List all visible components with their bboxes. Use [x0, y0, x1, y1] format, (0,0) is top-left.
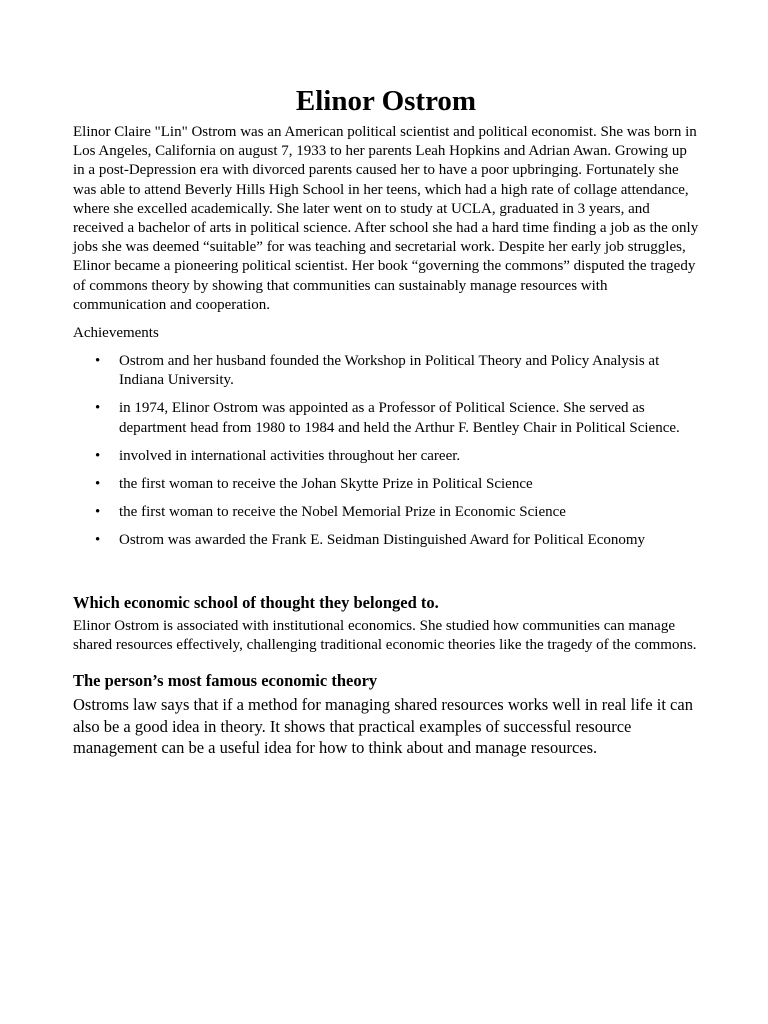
bullet-icon: •	[95, 447, 101, 464]
list-item-text: Ostrom and her husband founded the Workshop in Political Theory and Policy Analysis at Indiana University.	[119, 353, 660, 389]
school-paragraph: Elinor Ostrom is associated with institutional economics. She studied how communities can manage shared resources effectively, challenging traditional economic theories like the tragedy of the commons.	[73, 617, 697, 654]
intro-paragraph: Elinor Claire "Lin" Ostrom was an American political scientist and political economist. She was born in Los Angeles, California on august 7, 1933 to her parents Leah Hopkins and Adrian Awan. Growing up in a post-Depression era with divorced parents caused her to have a poor upbringing. Fortunately she was able to attend Beverly Hills High School in her teens, which had a high rate of collage attendance, where she excelled academically. She later went on to study at UCLA, graduated in 3 years, and received a bachelor of arts in political science. After school she had a hard time finding a job as the only jobs she was deemed “suitable” for was teaching and secretarial work. Despite her early job struggles, Elinor became a pioneering political scientist. Her book “governing the commons” disputed the tragedy of commons theory by showing that communities can sustainably manage resources with communication and cooperation.	[73, 124, 699, 313]
list-item-text: the first woman to receive the Nobel Memorial Prize in Economic Science	[119, 503, 566, 520]
bullet-icon: •	[95, 503, 101, 520]
list-item	[73, 447, 699, 466]
document-title: Elinor Ostrom	[295, 85, 477, 117]
achievements-label: Achievements	[73, 325, 159, 342]
list-item	[73, 503, 699, 522]
bullet-icon: •	[95, 400, 101, 417]
list-item-text: the first woman to receive the Johan Skytte Prize in Political Science	[119, 475, 533, 492]
list-item	[73, 399, 699, 437]
theory-heading: The person’s most famous economic theory	[73, 671, 378, 691]
document-page	[73, 84, 699, 759]
school-heading: Which economic school of thought they belonged to.	[73, 592, 439, 612]
bullet-icon: •	[95, 475, 101, 492]
list-item	[73, 531, 699, 550]
theory-paragraph: Ostroms law says that if a method for managing shared resources works well in real life it can also be a good idea in theory. It shows that practical examples of successful resource management can be a useful idea for how to think about and manage resources.	[73, 695, 693, 758]
bullet-icon: •	[95, 353, 101, 370]
bullet-icon: •	[95, 531, 101, 548]
list-item-text: Ostrom was awarded the Frank E. Seidman Distinguished Award for Political Economy	[119, 531, 646, 548]
list-item	[73, 352, 699, 390]
list-item-text: in 1974, Elinor Ostrom was appointed as a Professor of Political Science. She served as department head from 1980 to 1984 and held the Arthur F. Bentley Chair in Political Science.	[119, 400, 680, 436]
list-item	[73, 475, 699, 494]
achievements-list	[73, 352, 699, 550]
list-item-text: involved in international activities throughout her career.	[119, 447, 461, 464]
